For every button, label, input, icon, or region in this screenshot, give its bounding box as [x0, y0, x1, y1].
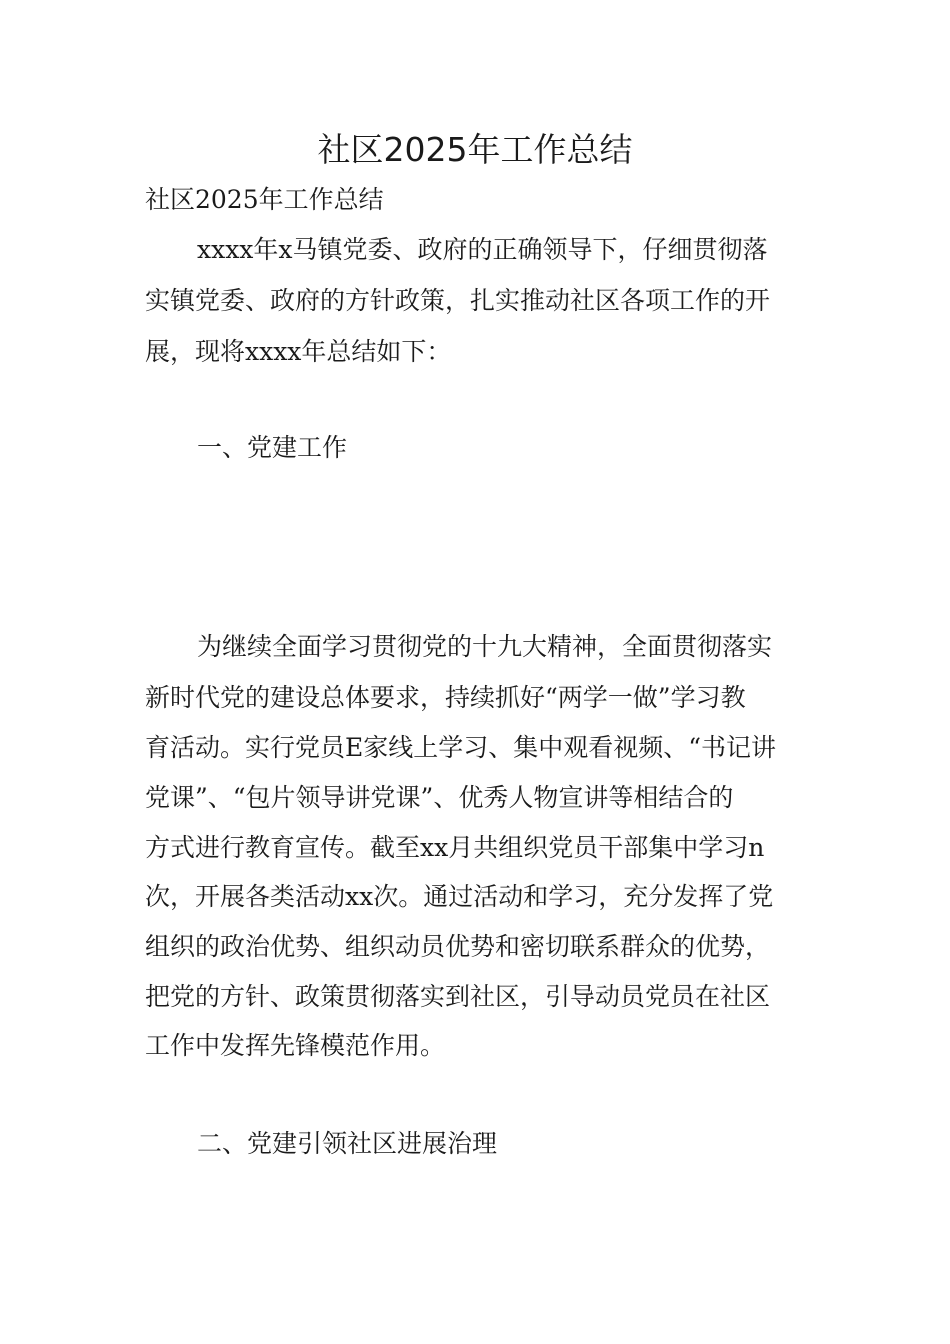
intro-line-1: xxxx年x马镇党委、政府的正确领导下，仔细贯彻落 [197, 235, 768, 264]
document-subtitle: 社区2025年工作总结 [145, 185, 384, 214]
section1-line-9: 工作中发挥先锋模范作用。 [145, 1031, 446, 1060]
section1-line-7: 组织的政治优势、组织动员优势和密切联系群众的优势， [145, 932, 771, 961]
section-heading-community-governance: 二、党建引领社区进展治理 [197, 1129, 498, 1158]
section1-line-4: 党课”、“包片领导讲党课”、优秀人物宣讲等相结合的 [145, 783, 734, 812]
section1-line-8: 把党的方针、政策贯彻落实到社区，引导动员党员在社区 [145, 982, 771, 1011]
intro-line-3: 展，现将xxxx年总结如下： [145, 337, 452, 366]
section1-line-6: 次，开展各类活动xx次。通过活动和学习，充分发挥了党 [145, 882, 774, 911]
section1-line-3: 育活动。实行党员E家线上学习、集中观看视频、“书记讲 [145, 733, 777, 762]
document-title: 社区2025年工作总结 [317, 130, 633, 169]
intro-line-2: 实镇党委、政府的方针政策，扎实推动社区各项工作的开 [145, 286, 771, 315]
section1-line-2: 新时代党的建设总体要求，持续抓好“两学一做”学习教 [145, 683, 746, 712]
section1-line-5: 方式进行教育宣传。截至xx月共组织党员干部集中学习n [145, 833, 765, 862]
section-heading-party-building: 一、党建工作 [197, 433, 348, 462]
section1-line-1: 为继续全面学习贯彻党的十九大精神，全面贯彻落实 [197, 632, 773, 661]
